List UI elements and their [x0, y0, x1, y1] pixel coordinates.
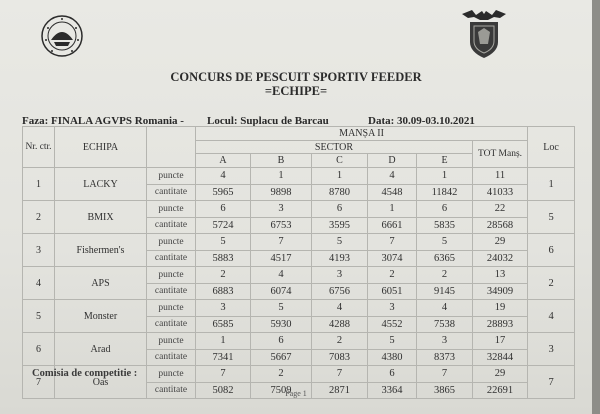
header-sector: SECTOR: [196, 141, 473, 154]
hunting-association-logo-icon: [458, 8, 510, 60]
cantitate-cell: 4517: [251, 250, 312, 267]
cantitate-cell: 3865: [417, 382, 473, 399]
tot-puncte-cell: 29: [473, 366, 528, 383]
header-blank: [147, 127, 196, 168]
location-info: Locul: Suplacu de Barcau: [207, 115, 329, 127]
puncte-label: puncte: [147, 234, 196, 251]
cantitate-cell: 6074: [251, 283, 312, 300]
cantitate-cell: 2871: [312, 382, 368, 399]
page-number: Page 1: [285, 389, 307, 398]
tot-puncte-cell: 13: [473, 267, 528, 284]
puncte-cell: 1: [368, 201, 417, 218]
fishing-federation-logo-icon: [40, 14, 84, 58]
puncte-cell: 4: [417, 300, 473, 317]
team-name: LACKY: [55, 168, 147, 201]
cantitate-cell: 4552: [368, 316, 417, 333]
puncte-label: puncte: [147, 201, 196, 218]
tot-cantitate-cell: 41033: [473, 184, 528, 201]
cantitate-label: cantitate: [147, 250, 196, 267]
team-nr: 1: [23, 168, 55, 201]
header-echipa: ECHIPA: [55, 127, 147, 168]
puncte-cell: 7: [196, 366, 251, 383]
cantitate-cell: 5835: [417, 217, 473, 234]
header-nr: Nr. ctr.: [23, 127, 55, 168]
cantitate-cell: 7509: [251, 382, 312, 399]
puncte-cell: 7: [368, 234, 417, 251]
team-nr: 6: [23, 333, 55, 366]
puncte-cell: 2: [312, 333, 368, 350]
team-name: APS: [55, 267, 147, 300]
puncte-cell: 3: [251, 201, 312, 218]
cantitate-cell: 6661: [368, 217, 417, 234]
cantitate-cell: 6756: [312, 283, 368, 300]
puncte-cell: 1: [417, 168, 473, 185]
document-subtitle: =ECHIPE=: [264, 84, 328, 98]
cantitate-cell: 3364: [368, 382, 417, 399]
table-row: [23, 168, 575, 185]
cantitate-cell: 7083: [312, 349, 368, 366]
cantitate-cell: 7341: [196, 349, 251, 366]
header-sector-e: E: [417, 154, 473, 168]
cantitate-cell: 6753: [251, 217, 312, 234]
cantitate-label: cantitate: [147, 184, 196, 201]
header-tot: TOT Manș.: [473, 141, 528, 168]
tot-cantitate-cell: 28893: [473, 316, 528, 333]
team-nr: 3: [23, 234, 55, 267]
loc-cell: 6: [528, 234, 575, 267]
tot-puncte-cell: 11: [473, 168, 528, 185]
cantitate-cell: 3074: [368, 250, 417, 267]
cantitate-cell: 5667: [251, 349, 312, 366]
team-name: Oas: [55, 366, 147, 399]
tot-cantitate-cell: 28568: [473, 217, 528, 234]
team-nr: 7: [23, 366, 55, 399]
puncte-cell: 1: [196, 333, 251, 350]
tot-cantitate-cell: 22691: [473, 382, 528, 399]
puncte-cell: 4: [368, 168, 417, 185]
table-row: [23, 333, 575, 350]
header-sector-a: A: [196, 154, 251, 168]
table-row: [23, 201, 575, 218]
tot-puncte-cell: 29: [473, 234, 528, 251]
puncte-cell: 6: [417, 201, 473, 218]
table-row: [23, 300, 575, 317]
cantitate-label: cantitate: [147, 382, 196, 399]
results-table: [22, 126, 575, 399]
header-sector-c: C: [312, 154, 368, 168]
puncte-cell: 2: [417, 267, 473, 284]
team-name: BMIX: [55, 201, 147, 234]
cantitate-cell: 5082: [196, 382, 251, 399]
date-info: Data: 30.09-03.10.2021: [368, 115, 475, 127]
table-row: [23, 267, 575, 284]
team-nr: 4: [23, 267, 55, 300]
tot-cantitate-cell: 24032: [473, 250, 528, 267]
loc-cell: 2: [528, 267, 575, 300]
puncte-cell: 6: [196, 201, 251, 218]
loc-cell: 7: [528, 366, 575, 399]
loc-cell: 3: [528, 333, 575, 366]
phase-info: Faza: FINALA AGVPS Romania -: [22, 115, 184, 127]
document-title: CONCURS DE PESCUIT SPORTIV FEEDER: [170, 70, 422, 84]
cantitate-cell: 5724: [196, 217, 251, 234]
puncte-cell: 7: [251, 234, 312, 251]
cantitate-cell: 8780: [312, 184, 368, 201]
header-mansa: MANȘA II: [196, 127, 528, 141]
results-body: [23, 168, 575, 399]
cantitate-cell: 6051: [368, 283, 417, 300]
cantitate-cell: 3595: [312, 217, 368, 234]
table-row: [23, 234, 575, 251]
puncte-cell: 7: [312, 366, 368, 383]
puncte-cell: 1: [312, 168, 368, 185]
puncte-cell: 3: [312, 267, 368, 284]
puncte-cell: 5: [312, 234, 368, 251]
puncte-label: puncte: [147, 267, 196, 284]
puncte-cell: 6: [251, 333, 312, 350]
cantitate-cell: 4193: [312, 250, 368, 267]
puncte-cell: 2: [251, 366, 312, 383]
puncte-cell: 2: [196, 267, 251, 284]
cantitate-cell: 5965: [196, 184, 251, 201]
cantitate-cell: 7538: [417, 316, 473, 333]
puncte-cell: 5: [417, 234, 473, 251]
puncte-cell: 5: [251, 300, 312, 317]
puncte-cell: 5: [368, 333, 417, 350]
puncte-cell: 4: [312, 300, 368, 317]
team-nr: 5: [23, 300, 55, 333]
puncte-cell: 4: [196, 168, 251, 185]
puncte-cell: 3: [368, 300, 417, 317]
team-nr: 2: [23, 201, 55, 234]
header-sector-b: B: [251, 154, 312, 168]
puncte-cell: 2: [368, 267, 417, 284]
header-sector-d: D: [368, 154, 417, 168]
puncte-cell: 6: [368, 366, 417, 383]
tot-puncte-cell: 22: [473, 201, 528, 218]
cantitate-cell: 8373: [417, 349, 473, 366]
cantitate-cell: 5930: [251, 316, 312, 333]
loc-cell: 5: [528, 201, 575, 234]
tot-puncte-cell: 19: [473, 300, 528, 317]
cantitate-cell: 9145: [417, 283, 473, 300]
cantitate-cell: 6365: [417, 250, 473, 267]
team-name: Fishermen's: [55, 234, 147, 267]
cantitate-cell: 11842: [417, 184, 473, 201]
cantitate-cell: 6585: [196, 316, 251, 333]
tot-puncte-cell: 17: [473, 333, 528, 350]
tot-cantitate-cell: 34909: [473, 283, 528, 300]
puncte-cell: 7: [417, 366, 473, 383]
cantitate-cell: 4548: [368, 184, 417, 201]
cantitate-cell: 4288: [312, 316, 368, 333]
puncte-label: puncte: [147, 168, 196, 185]
header-loc: Loc: [528, 127, 575, 168]
commission-label: Comisia de competitie :: [32, 368, 138, 379]
puncte-cell: 5: [196, 234, 251, 251]
puncte-label: puncte: [147, 366, 196, 383]
cantitate-label: cantitate: [147, 316, 196, 333]
cantitate-label: cantitate: [147, 283, 196, 300]
cantitate-label: cantitate: [147, 349, 196, 366]
team-name: Monster: [55, 300, 147, 333]
cantitate-cell: 9898: [251, 184, 312, 201]
loc-cell: 1: [528, 168, 575, 201]
puncte-cell: 3: [196, 300, 251, 317]
puncte-cell: 6: [312, 201, 368, 218]
puncte-label: puncte: [147, 300, 196, 317]
puncte-cell: 3: [417, 333, 473, 350]
cantitate-cell: 5883: [196, 250, 251, 267]
team-name: Arad: [55, 333, 147, 366]
puncte-cell: 1: [251, 168, 312, 185]
puncte-label: puncte: [147, 333, 196, 350]
cantitate-cell: 4380: [368, 349, 417, 366]
cantitate-cell: 6883: [196, 283, 251, 300]
cantitate-label: cantitate: [147, 217, 196, 234]
puncte-cell: 4: [251, 267, 312, 284]
tot-cantitate-cell: 32844: [473, 349, 528, 366]
loc-cell: 4: [528, 300, 575, 333]
